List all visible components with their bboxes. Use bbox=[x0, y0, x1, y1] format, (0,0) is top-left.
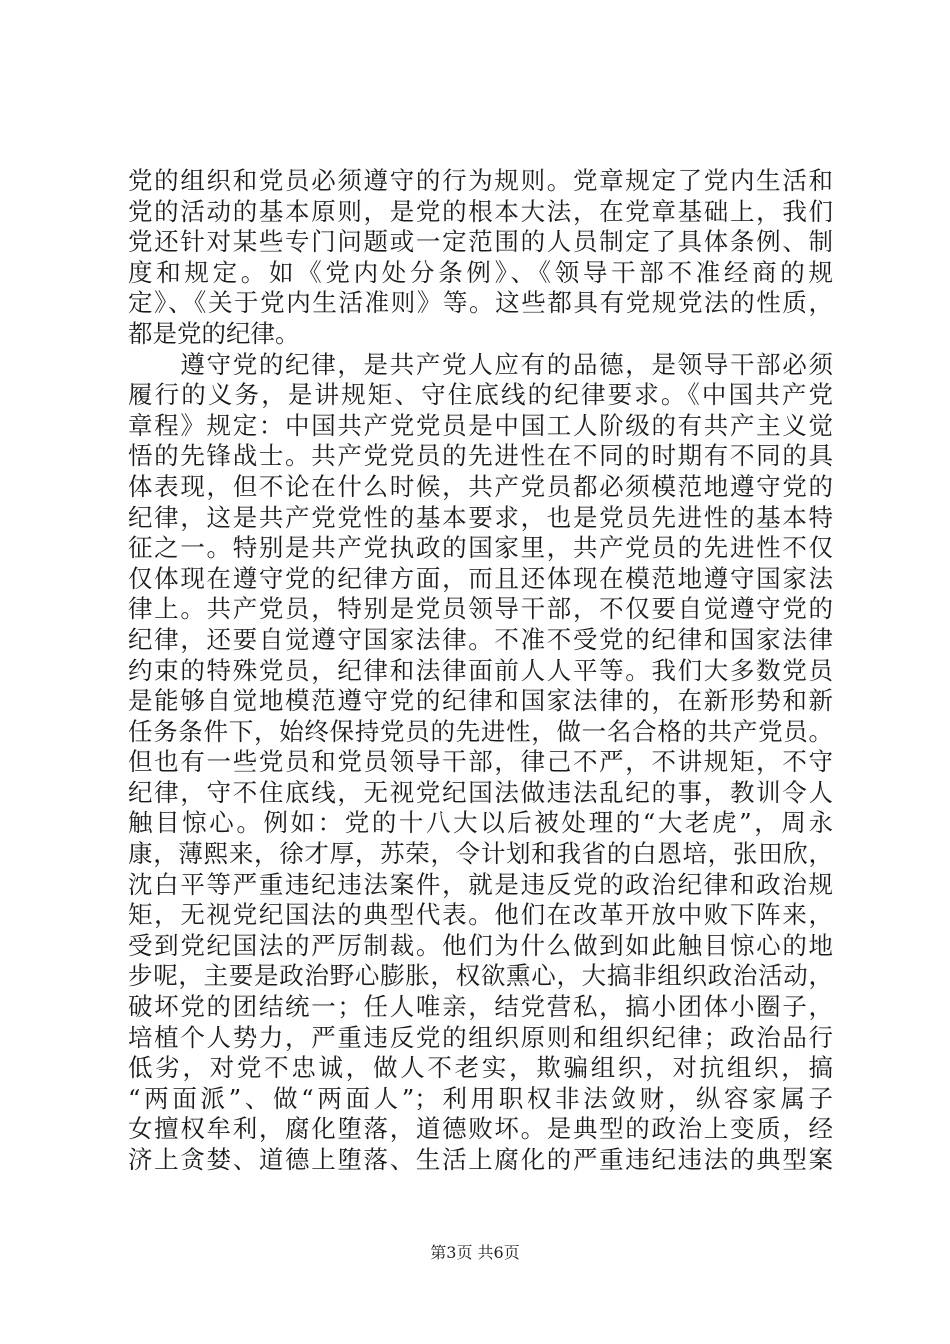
text-line: 党的活动的基本原则，是党的根本大法，在党章基础上，我们 bbox=[128, 196, 833, 226]
text-line: 履行的义务，是讲规矩、守住底线的纪律要求。《中国共产党 bbox=[128, 380, 833, 410]
text-line: 征之一。特别是共产党执政的国家里，共产党员的先进性不仅 bbox=[128, 533, 833, 563]
text-line: 遵守党的纪律，是共产党人应有的品德，是领导干部必须 bbox=[128, 349, 833, 379]
text-line: 体表现，但不论在什么时候，共产党员都必须模范地遵守党的 bbox=[128, 471, 833, 501]
text-line: 党的组织和党员必须遵守的行为规则。党章规定了党内生活和 bbox=[128, 166, 833, 195]
text-line: “两面派”、做“两面人”；利用职权非法敛财，纵容家属子 bbox=[128, 1083, 833, 1113]
text-line: 都是党的纪律。 bbox=[128, 318, 300, 348]
text-line: 济上贪婪、道德上堕落、生活上腐化的严重违纪违法的典型案 bbox=[128, 1145, 833, 1174]
text-line: 章程》规定：中国共产党党员是中国工人阶级的有共产主义觉 bbox=[128, 410, 833, 440]
text-line: 低劣，对党不忠诚，做人不老实，欺骗组织，对抗组织，搞 bbox=[128, 1053, 833, 1083]
text-line: 仅体现在遵守党的纪律方面，而且还体现在模范地遵守国家法 bbox=[128, 563, 833, 593]
text-line: 定》、《关于党内生活准则》等。这些都具有党规党法的性质， bbox=[128, 288, 833, 318]
text-line: 纪律，还要自觉遵守国家法律。不准不受党的纪律和国家法律 bbox=[128, 624, 833, 654]
text-line: 破坏党的团结统一；任人唯亲，结党营私，搞小团体小圈子， bbox=[128, 992, 833, 1022]
text-line: 女擅权牟利，腐化堕落，道德败坏。是典型的政治上变质，经 bbox=[128, 1114, 833, 1144]
page-footer bbox=[0, 1240, 950, 1263]
text-line: 悟的先锋战士。共产党党员的先进性在不同的时期有不同的具 bbox=[128, 441, 833, 471]
text-line: 步呢，主要是政治野心膨胀，权欲熏心，大搞非组织政治活动， bbox=[128, 961, 833, 991]
text-line: 度和规定。如《党内处分条例》、《领导干部不准经商的规 bbox=[128, 257, 833, 287]
text-line: 沈白平等严重违纪违法案件，就是违反党的政治纪律和政治规 bbox=[128, 869, 833, 899]
body-text bbox=[128, 166, 833, 1176]
text-line: 党还针对某些专门问题或一定范围的人员制定了具体条例、制 bbox=[128, 227, 833, 257]
text-line: 纪律，守不住底线，无视党纪国法做违法乱纪的事，教训令人 bbox=[128, 777, 833, 807]
text-line: 纪律，这是共产党党性的基本要求，也是党员先进性的基本特 bbox=[128, 502, 833, 532]
text-line: 培植个人势力，严重违反党的组织原则和组织纪律；政治品行 bbox=[128, 1022, 833, 1052]
page-number: 第3页 共6页 bbox=[430, 1243, 520, 1262]
text-line: 受到党纪国法的严厉制裁。他们为什么做到如此触目惊心的地 bbox=[128, 930, 833, 960]
text-line: 是能够自觉地模范遵守党的纪律和国家法律的，在新形势和新 bbox=[128, 686, 833, 716]
text-line: 任务条件下，始终保持党员的先进性，做一名合格的共产党员。 bbox=[128, 716, 833, 746]
text-line: 约束的特殊党员，纪律和法律面前人人平等。我们大多数党员 bbox=[128, 655, 833, 685]
text-line: 康，薄熙来，徐才厚，苏荣，令计划和我省的白恩培，张田欣， bbox=[128, 839, 833, 869]
text-line: 触目惊心。例如：党的十八大以后被处理的“大老虎”，周永 bbox=[128, 808, 833, 838]
text-line: 律上。共产党员，特别是党员领导干部，不仅要自觉遵守党的 bbox=[128, 594, 833, 624]
text-line: 矩，无视党纪国法的典型代表。他们在改革开放中败下阵来， bbox=[128, 900, 833, 930]
text-line: 但也有一些党员和党员领导干部，律己不严，不讲规矩，不守 bbox=[128, 747, 833, 777]
